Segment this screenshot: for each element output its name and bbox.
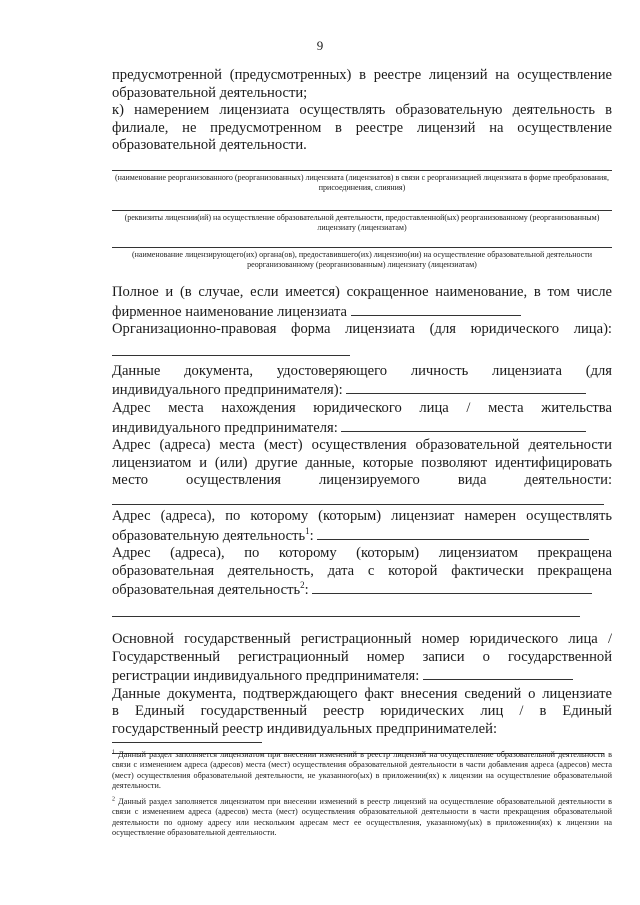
places-label-b: лицензиатом и (или) другие данные, которые позволяют идентифицировать bbox=[112, 454, 612, 471]
ogrn-label-c: регистрации индивидуального предпринимателя: bbox=[112, 666, 612, 686]
places-label-c: место осуществления лицензируемого вида деятельности: bbox=[112, 472, 612, 489]
id-doc-label-a: Данные документа, удостоверяющего личность лицензиата (для bbox=[112, 362, 612, 379]
reorg-name-caption: (наименование реорганизованного (реорганизованных) лицензиата (лицензиатов) в связи с реорганизацией лицензиата в форме преобразования, присоединения, слияния) bbox=[112, 170, 612, 193]
stopped-label-b: образовательная деятельность, дата с которой фактически прекращена bbox=[112, 562, 612, 579]
item-k: к) намерением лицензиата осуществлять образовательную деятельность в филиале, не предусмотренном в реестре лицензий на осуществление образовательной деятельности. bbox=[112, 102, 612, 154]
full-name-label: Полное и (в случае, если имеется) сокращенное наименование, в том числе фирменное наименование лицензиата bbox=[112, 284, 612, 320]
license-details-caption: (реквизиты лицензии(ий) на осуществление образовательной деятельности, предоставленной(ых) реорганизованному (реорганизованным) лицензиату (лицензиатам) bbox=[112, 210, 612, 233]
org-form-fill-line[interactable] bbox=[112, 355, 350, 356]
address-fill-line[interactable] bbox=[341, 418, 586, 432]
ogrn-fill-line[interactable] bbox=[423, 666, 573, 680]
license-details-field bbox=[112, 210, 612, 233]
intends-label-a: Адрес (адреса), по которому (которым) лицензиат намерен осуществлять bbox=[112, 507, 612, 524]
address-label-b: индивидуального предпринимателя: bbox=[112, 418, 612, 438]
reorg-name-field bbox=[112, 170, 612, 193]
licensing-body-caption: (наименование лицензирующего(их) органа(ов), предоставившего(их) лицензию(ии) на осуществление образовательной деятельности реорганизованному (реорганизованным) лицензиату (лицензиатам) bbox=[112, 247, 612, 270]
stopped-fill-line[interactable] bbox=[312, 580, 592, 594]
stopped-label-c: образовательная деятельность$^2$: bbox=[112, 580, 612, 600]
egrul-label-c: государственный реестр индивидуальных предпринимателей: bbox=[112, 720, 498, 737]
item-line: предусмотренной (предусмотренных) в реестре лицензий на осуществление образовательной деятельности; bbox=[112, 67, 612, 101]
ogrn-label-b: Государственный регистрационный номер записи о государственной bbox=[112, 648, 612, 665]
org-form-label: Организационно-правовая форма лицензиата (для юридического лица): bbox=[112, 321, 612, 338]
stopped-label-a: Адрес (адреса), по которому (которым) лицензиатом прекращена bbox=[112, 545, 612, 562]
full-name-fill-line[interactable] bbox=[351, 302, 521, 316]
id-doc-label-b: индивидуального предпринимателя): bbox=[112, 380, 612, 400]
places-fill-line[interactable] bbox=[112, 504, 604, 505]
footnote-2: $^2$ Данный раздел заполняется лицензиатом при внесении изменений в реестр лицензий на осуществление образовательной деятельности в связи с изменением адреса (адресов) места (мест) осуществления образовательной деятельности в части прекращения образовательной деятельности по одному адресу или нескольким адресам мест ее осуществления, указанному(ых) в приложении(ях) к лицензии на осуществление образовательной деятельности. bbox=[112, 796, 612, 837]
intends-fill-line[interactable] bbox=[317, 526, 589, 540]
footnote-1: $^1$ Данный раздел заполняется лицензиатом при внесении изменений в реестр лицензий на осуществление образовательной деятельности в связи с изменением адреса (адресов) места (мест) осуществления образовательной деятельности в части добавления адреса (адресов) места (мест) осуществления образовательной деятельности, не указанного(ых) в приложении(ях) к лицензии на осуществление образовательной деятельности. bbox=[112, 749, 612, 790]
footnote-ref-2: 2 bbox=[300, 580, 305, 591]
ogrn-label-a: Основной государственный регистрационный номер юридического лица / bbox=[112, 630, 612, 647]
stopped-fill-line-2[interactable] bbox=[112, 616, 580, 617]
egrul-label-a: Данные документа, подтверждающего факт внесения сведений о лицензиате bbox=[112, 685, 612, 702]
licensee-info-section bbox=[112, 284, 612, 754]
page-number: 9 bbox=[316, 38, 324, 53]
id-doc-fill-line[interactable] bbox=[346, 380, 586, 394]
footnote-separator bbox=[112, 742, 262, 743]
egrul-label-b: в Единый государственный реестр юридических лиц / в Единый bbox=[112, 703, 612, 720]
items-continued bbox=[112, 67, 612, 155]
address-label-a: Адрес места нахождения юридического лица / места жительства bbox=[112, 399, 612, 416]
places-label-a: Адрес (адреса) места (мест) осуществления образовательной деятельности bbox=[112, 437, 612, 454]
intends-label-b: образовательную деятельность$^1$: bbox=[112, 526, 612, 546]
footnote-ref-1: 1 bbox=[305, 525, 310, 536]
licensing-body-field bbox=[112, 247, 612, 270]
